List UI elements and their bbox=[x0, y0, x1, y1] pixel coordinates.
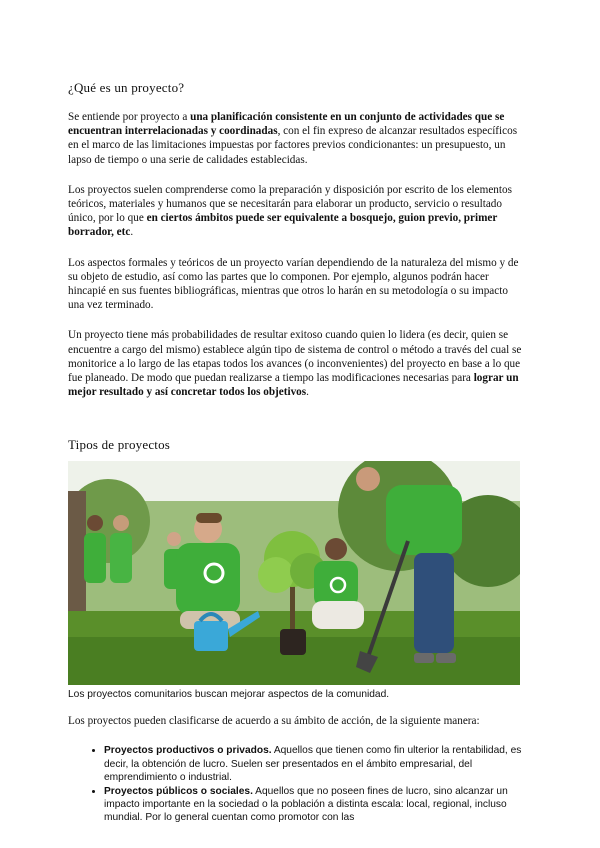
p4-text-c: . bbox=[306, 386, 309, 399]
document-content bbox=[68, 80, 524, 825]
paragraph-1 bbox=[68, 110, 524, 167]
section-heading-tipos: Tipos de proyectos bbox=[68, 437, 171, 453]
paragraph-4 bbox=[68, 328, 524, 399]
list-item-text: Aquellos que tienen como fin ulterior la rentabilidad, es decir, la obtención de lucro. Suelen ser presentados en el ámbito empresarial, del emprendimiento o industrial. bbox=[104, 745, 522, 784]
list-item-text: Aquellos que no poseen fines de lucro, sino alcanzar un impacto importante en la sociedad o la población a distinta escala: local, regional, incluso mundial. Por lo general cuentan como promotor con las bbox=[104, 785, 508, 824]
photo-caption: Los proyectos comunitarios buscan mejorar aspectos de la comunidad. bbox=[68, 689, 390, 701]
paragraph-3: Los aspectos formales y teóricos de un proyecto varían dependiendo de la naturaleza del mismo y de su objeto de estudio, así como las partes que lo componen. Por ejemplo, algunos podrán hacer hincapié en sus fuentes bibliográficas, mientras que otros lo harán en su metodología o su impacto una vez terminado. bbox=[68, 256, 519, 312]
list-item-title: Proyectos productivos o privados. bbox=[104, 745, 272, 757]
project-types-list bbox=[68, 744, 524, 824]
p2-bold: en ciertos ámbitos puede ser equivalente a bosquejo, guion previo, primer borrador, etc bbox=[68, 212, 498, 239]
list-item-title: Proyectos públicos o sociales. bbox=[104, 785, 253, 797]
paragraph-2 bbox=[68, 183, 524, 240]
p1-bold: una planificación consistente en un conjunto de actividades que se encuentran interrelacionadas y coordinadas bbox=[68, 111, 505, 138]
list-item bbox=[104, 785, 524, 825]
list-item bbox=[104, 744, 524, 784]
p2-text-c: . bbox=[130, 226, 134, 239]
photo-illustration bbox=[68, 461, 520, 685]
classification-intro: Los proyectos pueden clasificarse de acuerdo a su ámbito de acción, de la siguiente manera: bbox=[68, 715, 480, 728]
p4-text-a: Un proyecto tiene más probabilidades de resultar exitoso cuando quien lo lidera (es decir, quien se encuentre a cargo del mismo) establece algún tipo de sistema de control o método a través del cual se monitorice a lo largo de las etapas todos los avances (o inconvenientes) del proyecto en base a lo que fue planeado. De modo que puedan realizarse a tiempo las modificaciones necesarias para bbox=[68, 329, 522, 385]
p2-text-a: Los proyectos suelen comprenderse como la preparación y disposición por escrito de los elementos teóricos, materiales y humanos que se necesitarán para elaborar un producto, servicio o resultado único, por lo que bbox=[68, 183, 512, 225]
p1-text-a: Se entiende por proyecto a bbox=[68, 111, 191, 123]
p4-bold: lograr un mejor resultado y así concretar todos los objetivos bbox=[68, 372, 519, 399]
p1-text-c: , con el fin expreso de alcanzar resultados específicos en el marco de las limitaciones impuestas por factores previos condicionantes: un presupuesto, un lapso de tiempo o una serie de calidades establecidas. bbox=[68, 125, 518, 166]
section-heading-que-es: ¿Qué es un proyecto? bbox=[68, 80, 185, 95]
volunteers-photo bbox=[68, 461, 520, 685]
